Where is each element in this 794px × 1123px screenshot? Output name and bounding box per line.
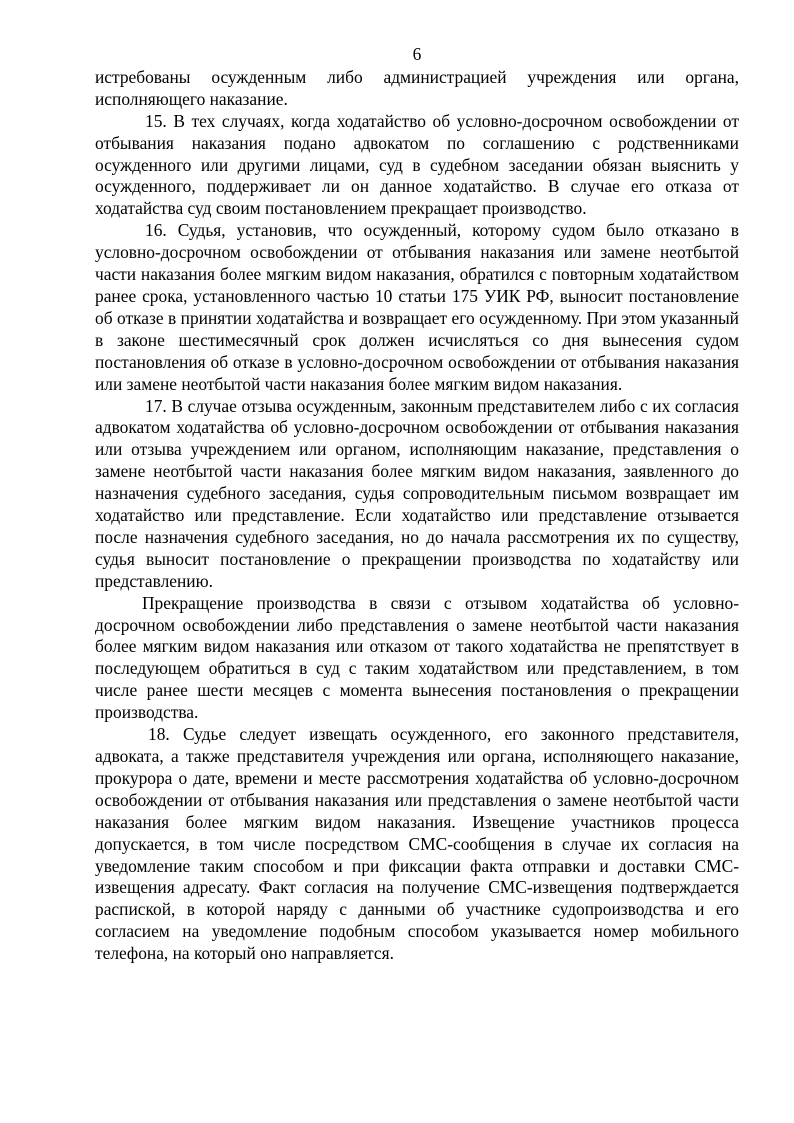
paragraph-17-continuation: Прекращение производства в связи с отзывом ходатайства об условно-досрочном освобождении либо представления о замене неотбытой части наказания более мягким видом наказания или отказом от такого ходатайства не препятствует в последующем обратиться в суд с таким ходатайством или представлением, в том числе ранее шести месяцев с момента вынесения постановления о прекращении производства. <box>95 592 739 723</box>
paragraph-17: 17. В случае отзыва осужденным, законным представителем либо с их согласия адвокатом ходатайства об условно-досрочном освобождении от отбывания наказания или отзыва учреждением или органом, исполняющим наказание, представления о замене неотбытой части наказания более мягким видом наказания, заявленного до назначения судебного заседания, судья сопроводительным письмом возвращает им ходатайство или представление. Если ходатайство или представление отзывается после назначения судебного заседания, но до начала рассмотрения их по существу, судья выносит постановление о прекращении производства по ходатайству или представлению. <box>95 395 739 591</box>
paragraph-16: 16. Судья, установив, что осужденный, которому судом было отказано в условно-досрочном освобождении от отбывания наказания или замене неотбытой части наказания более мягким видом наказания, обратился с повторным ходатайством ранее срока, установленного частью 10 статьи 175 УИК РФ, выносит постановление об отказе в принятии ходатайства и возвращает его осужденному. При этом указанный в законе шестимесячный срок должен исчисляться со дня вынесения судом постановления об отказе в условно-досрочном освобождении от отбывания наказания или замене неотбытой части наказания более мягким видом наказания. <box>95 220 739 394</box>
document-page <box>95 44 739 965</box>
paragraph-18: 18. Судье следует извещать осужденного, его законного представителя, адвоката, а также представителя учреждения или органа, исполняющего наказание, прокурора о дате, времени и месте рассмотрения ходатайства об условно-досрочном освобождении от отбывания наказания или представления о замене неотбытой части наказания более мягким видом наказания. Извещение участников процесса допускается, в том числе посредством СМС-сообщения в случае их согласия на уведомление таким способом и при фиксации факта отправки и доставки СМС-извещения адресату. Факт согласия на получение СМС-извещения подтверждается распиской, в которой наряду с данными об участнике судопроизводства и его согласием на уведомление подобным способом указывается номер мобильного телефона, на который оно направляется. <box>95 724 739 964</box>
paragraph-continuation: истребованы осужденным либо администрацией учреждения или органа, исполняющего наказание. <box>95 66 739 109</box>
page-number: 6 <box>412 44 422 64</box>
paragraph-15: 15. В тех случаях, когда ходатайство об условно-досрочном освобождении от отбывания наказания подано адвокатом по соглашению с родственниками осужденного или другими лицами, суд в судебном заседании обязан выяснить у осужденного, поддерживает ли он данное ходатайство. В случае его отказа от ходатайства суд своим постановлением прекращает производство. <box>95 110 739 219</box>
